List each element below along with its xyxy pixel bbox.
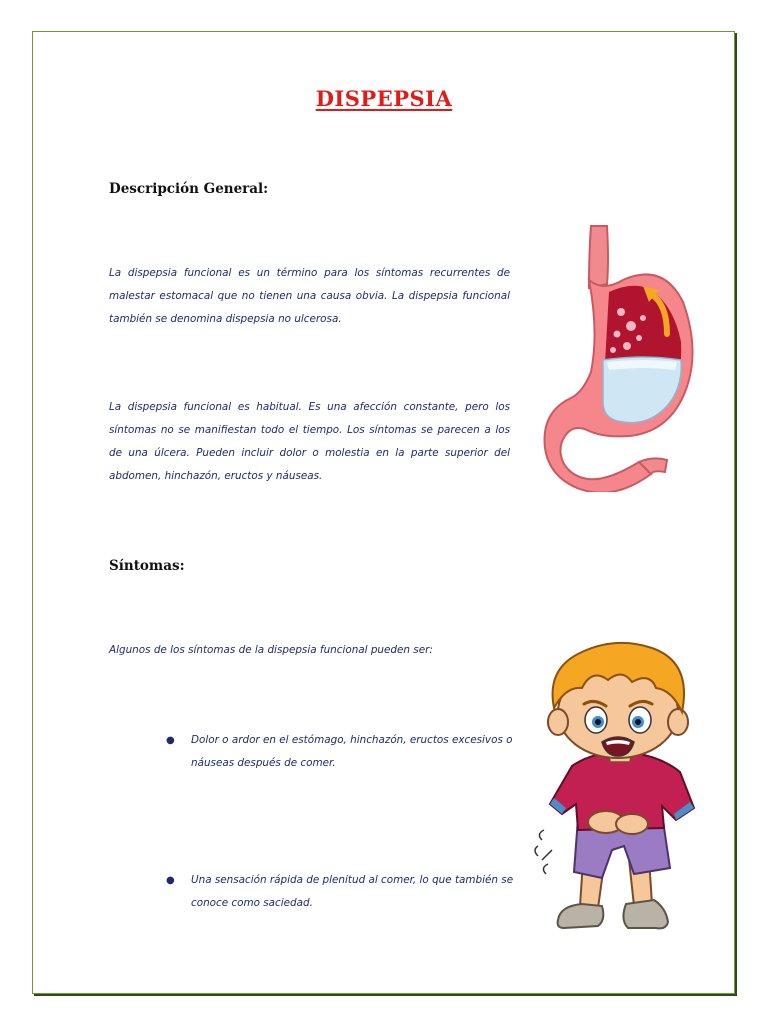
boy-stomachache-illustration bbox=[532, 638, 712, 940]
section-heading-general: Descripción General: bbox=[109, 181, 269, 197]
bullet-icon: ● bbox=[166, 735, 175, 746]
symptom-bullet-2 bbox=[166, 869, 525, 915]
symptom-bullet-1 bbox=[166, 729, 525, 775]
symptom-text-2: Una sensación rápida de plenitud al comer, lo que también se conoce como saciedad. bbox=[191, 874, 514, 909]
paragraph-general-2: La dispepsia funcional es habitual. Es una afección constante, pero los síntomas no se manifiestan todo el tiempo. Los síntomas se parecen a los de una úlcera. Pueden incluir dolor o molestia en la parte superior del abdomen, hinchazón, eructos y náuseas. bbox=[109, 401, 510, 482]
section-heading-symptoms: Síntomas: bbox=[109, 558, 185, 574]
symptom-text-1: Dolor o ardor en el estómago, hinchazón, eructos excesivos o náuseas después de comer. bbox=[191, 734, 513, 769]
paragraph-general-1: La dispepsia funcional es un término para los síntomas recurrentes de malestar estomacal que no tienen una causa obvia. La dispepsia funcional también se denomina dispepsia no ulcerosa. bbox=[109, 267, 510, 325]
stomach-illustration bbox=[543, 222, 699, 492]
symptoms-intro: Algunos de los síntomas de la dispepsia funcional pueden ser: bbox=[109, 644, 433, 656]
page-title: DISPEPSIA bbox=[315, 86, 453, 111]
bullet-icon: ● bbox=[166, 875, 175, 886]
